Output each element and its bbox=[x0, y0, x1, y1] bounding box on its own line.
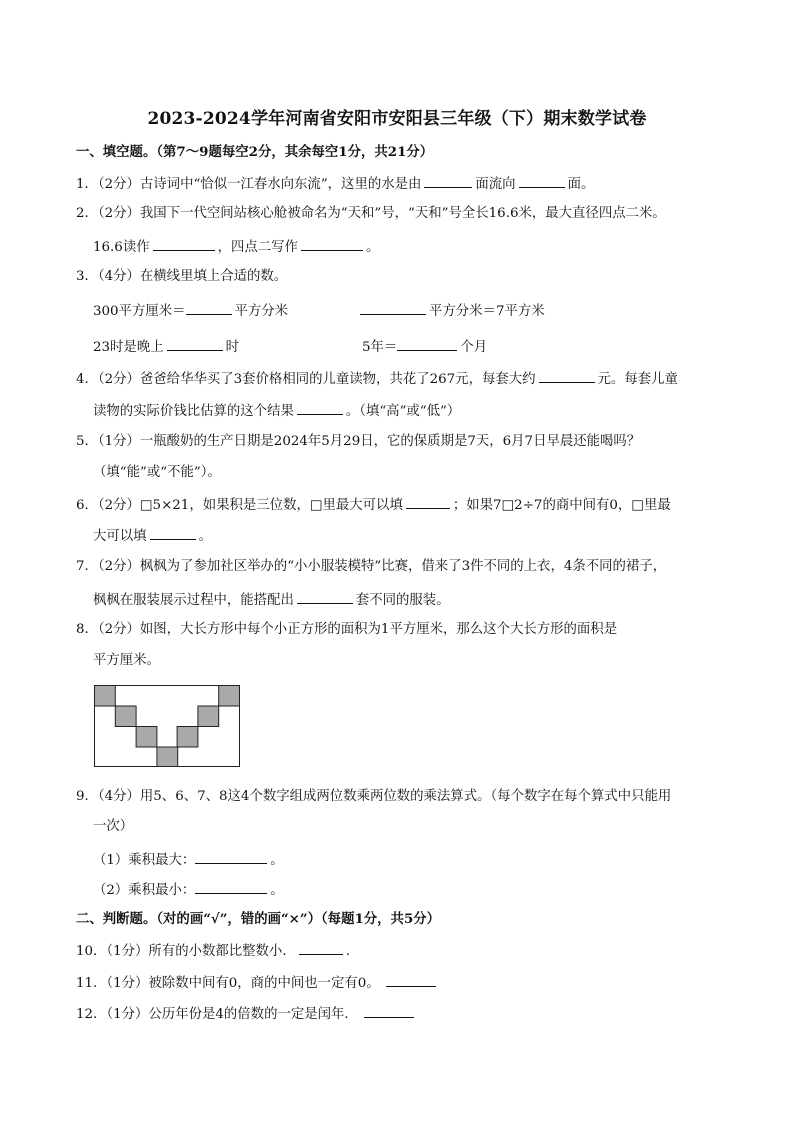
rectangle-grid-svg bbox=[94, 685, 240, 767]
question-11 bbox=[76, 973, 439, 993]
answer-blank[interactable] bbox=[519, 174, 565, 188]
q1-text: 面流向 bbox=[475, 177, 516, 192]
question-9-line-1: 9．（4分）用5、6、7、8这4个数字组成两位数乘两位数的乘法算式。（每个数字在每个算式中只能用 bbox=[76, 789, 672, 804]
question-5-line-1: 5．（1分）一瓶酸奶的生产日期是2024年5月29日，它的保质期是7天，6月7日早晨还能喝吗？ bbox=[76, 434, 641, 449]
answer-blank[interactable] bbox=[301, 237, 363, 251]
q1-text: 面。 bbox=[567, 177, 595, 192]
question-7-line-2 bbox=[93, 590, 450, 610]
page-title: 2023-2024学年河南省安阳市安阳县三年级（下）期末数学试卷 bbox=[147, 109, 647, 129]
answer-blank[interactable] bbox=[167, 337, 223, 351]
section-1-note: （第7～9题每空2分，其余每空1分，共21分） bbox=[156, 144, 434, 160]
q3-text: 时 bbox=[225, 340, 239, 355]
answer-blank[interactable] bbox=[153, 237, 215, 251]
answer-blank[interactable] bbox=[360, 301, 426, 315]
question-5-line-2: （填“能”或“不能”）。 bbox=[93, 465, 221, 480]
q3-text: 300平方厘米＝ bbox=[93, 304, 186, 319]
question-2-line-1: 2．（2分）我国下一代空间站核心舱被命名为“天和”号，“天和”号全长16.6米，最大直径四点二米。 bbox=[76, 206, 666, 221]
question-8-line-1: 8．（2分）如图，大长方形中每个小正方形的面积为1平方厘米，那么这个大长方形的面积是 bbox=[76, 622, 618, 637]
q10-text: 10．（1分）所有的小数都比整数小． bbox=[76, 944, 296, 959]
q6-text: ；如果7□2÷7的商中间有0，□里最 bbox=[452, 498, 671, 513]
answer-blank[interactable] bbox=[150, 526, 196, 540]
q2-text: 。 bbox=[365, 240, 380, 255]
section-2-heading: 二、判断题。 bbox=[76, 911, 157, 927]
question-3-item-a bbox=[93, 301, 288, 321]
answer-blank[interactable] bbox=[406, 495, 450, 509]
shaded-square bbox=[157, 747, 178, 767]
section-1-header bbox=[76, 143, 433, 161]
q3-text: 5年＝ bbox=[362, 340, 398, 355]
question-8-line-2: 平方厘米。 bbox=[93, 653, 160, 668]
answer-blank[interactable] bbox=[386, 973, 436, 987]
answer-blank[interactable] bbox=[364, 1004, 414, 1018]
q9-text: 。 bbox=[270, 853, 284, 868]
q4-text: 。（填“高”或“低”） bbox=[345, 404, 461, 419]
shaded-square bbox=[95, 686, 116, 707]
q4-text: 读物的实际价钱比估算的这个结果 bbox=[93, 404, 294, 419]
question-6-line-1 bbox=[76, 495, 671, 515]
q3-text: 23时是晚上 bbox=[93, 340, 164, 355]
question-9-sub-1 bbox=[93, 850, 284, 870]
question-12 bbox=[76, 1004, 417, 1024]
question-3-stem: 3．（4分）在横线里填上合适的数。 bbox=[76, 269, 288, 284]
question-3-item-d bbox=[362, 337, 487, 357]
q6-text: 。 bbox=[198, 529, 212, 544]
q7-text: 枫枫在服装展示过程中，能搭配出 bbox=[93, 593, 294, 608]
answer-blank[interactable] bbox=[397, 337, 457, 351]
shaded-square bbox=[198, 706, 219, 727]
q4-text: 元。每套儿童 bbox=[597, 372, 678, 387]
question-6-line-2 bbox=[93, 526, 212, 546]
q6-text: 大可以填 bbox=[93, 529, 147, 544]
answer-blank[interactable] bbox=[299, 941, 343, 955]
question-10 bbox=[76, 941, 350, 961]
q3-text: 个月 bbox=[460, 340, 488, 355]
q2-text: ，四点二写作 bbox=[217, 240, 298, 255]
answer-blank[interactable] bbox=[424, 174, 472, 188]
answer-blank[interactable] bbox=[195, 880, 267, 894]
q11-text: 11．（1分）被除数中间有0，商的中间也一定有0。 bbox=[76, 976, 380, 991]
question-2-line-2 bbox=[93, 237, 379, 257]
q10-text: . bbox=[345, 944, 350, 959]
q9-text: （2）乘积最小： bbox=[93, 883, 196, 898]
section-1-heading: 一、填空题。 bbox=[76, 144, 157, 160]
q6-text: 6．（2分）□5×21，如果积是三位数，□里最大可以填 bbox=[76, 498, 403, 513]
q4-text: 4．（2分）爸爸给华华买了3套价格相同的儿童读物，共花了267元，每套大约 bbox=[76, 372, 536, 387]
question-3-item-b bbox=[360, 301, 545, 321]
shaded-square bbox=[177, 727, 198, 748]
q9-text: 。 bbox=[270, 883, 284, 898]
answer-blank[interactable] bbox=[297, 590, 353, 604]
q7-text: 套不同的服装。 bbox=[355, 593, 450, 608]
answer-blank[interactable] bbox=[186, 301, 232, 315]
q2-text: 16.6读作 bbox=[93, 240, 150, 255]
section-2-note: （对的画“√”，错的画“×”）（每题1分，共5分） bbox=[156, 911, 441, 927]
question-7-line-1: 7．（2分）枫枫为了参加社区举办的“小小服装模特”比赛，借来了3件不同的上衣，4条不同的裙子， bbox=[76, 559, 667, 574]
question-9-line-2: 一次） bbox=[93, 819, 134, 834]
question-4-line-1 bbox=[76, 369, 678, 389]
q1-text: 1．（2分）古诗词中“恰似一江春水向东流”，这里的水是由 bbox=[76, 177, 422, 192]
shaded-square bbox=[136, 727, 157, 748]
shaded-square bbox=[115, 706, 136, 727]
rectangle-figure bbox=[94, 685, 240, 767]
answer-blank[interactable] bbox=[539, 369, 595, 383]
question-3-item-c bbox=[93, 337, 239, 357]
q3-text: 平方分米＝7平方米 bbox=[429, 304, 545, 319]
question-4-line-2 bbox=[93, 401, 460, 421]
section-2-header bbox=[76, 910, 440, 928]
q9-text: （1）乘积最大： bbox=[93, 853, 196, 868]
answer-blank[interactable] bbox=[195, 850, 267, 864]
q12-text: 12．（1分）公历年份是4的倍数的一定是闰年． bbox=[76, 1007, 358, 1022]
answer-blank[interactable] bbox=[297, 401, 343, 415]
shaded-square bbox=[219, 686, 240, 707]
question-9-sub-2 bbox=[93, 880, 284, 900]
question-1 bbox=[76, 174, 594, 194]
q3-text: 平方分米 bbox=[234, 304, 289, 319]
